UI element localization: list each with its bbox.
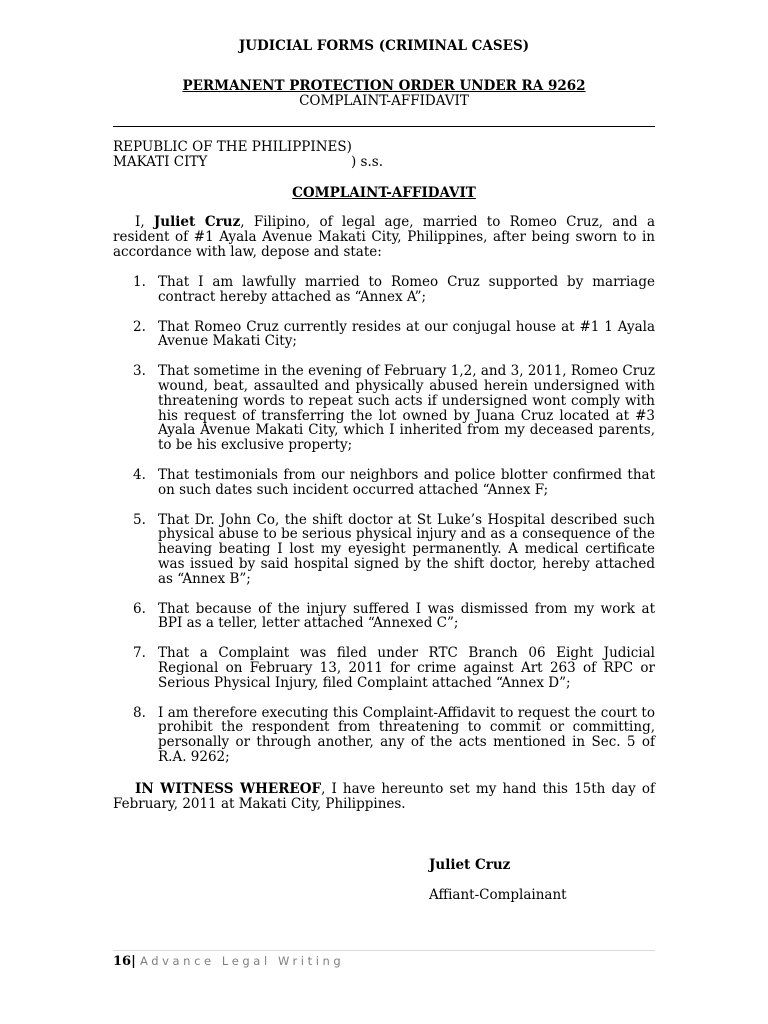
- affiant-name: Juliet Cruz: [153, 214, 241, 230]
- item-text: That a Complaint was filed under RTC Branch 06 Eight Judicial Regional on February 13, 2011 for crime against Art 263 of RPC or Serious Physical Injury, filed Complaint attached “Annex D”;: [158, 645, 655, 691]
- footer-separator: |: [131, 954, 136, 969]
- item-text: That testimonials from our neighbors and police blotter confirmed that on such dates such incident occurred attached “Annex F;: [158, 466, 655, 498]
- item-text: I am therefore executing this Complaint-Affidavit to request the court to prohibit the respondent from threatening to commit or committing, personally or through another, any of the acts mentioned in Sec. 5 of R.A. 9262;: [158, 704, 655, 765]
- witness-rest: , I have hereunto set my hand this 15th day of February, 2011 at Makati City, Philippines.: [113, 781, 656, 812]
- list-item: [113, 513, 655, 587]
- signatory-name: Juliet Cruz: [429, 857, 511, 873]
- list-item: [113, 602, 655, 632]
- item-number: 4.: [133, 466, 146, 483]
- list-item: [113, 646, 655, 690]
- venue-ss: ) s.s.: [351, 154, 383, 170]
- item-text: That I am lawfully married to Romeo Cruz supported by marriage contract hereby attached as “Annex A”;: [158, 274, 655, 305]
- list-item: [113, 468, 655, 498]
- allegations-list: [113, 275, 655, 765]
- intro-rest: , Filipino, of legal age, married to Romeo Cruz, and a resident of #1 Ayala Avenue Makati City, Philippines, after being sworn to in accordance with law, depose and state:: [113, 214, 656, 260]
- list-item: [113, 320, 655, 350]
- intro-prefix: I,: [135, 214, 154, 230]
- item-text: That Romeo Cruz currently resides at our conjugal house at #1 1 Ayala Avenue Makati City;: [158, 318, 655, 350]
- header-divider: [113, 126, 655, 127]
- item-number: 2.: [133, 318, 146, 335]
- page-footer: [113, 954, 344, 969]
- page-number: 16: [113, 954, 132, 969]
- item-number: 5.: [133, 511, 146, 528]
- venue-line-1: REPUBLIC OF THE PHILIPPINES): [113, 139, 352, 155]
- witness-paragraph: [113, 782, 655, 812]
- item-number: 3.: [133, 363, 146, 380]
- item-text: That because of the injury suffered I was dismissed from my work at BPI as a teller, letter attached “Annexed C”;: [158, 600, 655, 632]
- form-subtitle: COMPLAINT-AFFIDAVIT: [299, 93, 469, 109]
- witness-lead: IN WITNESS WHEREOF: [135, 781, 322, 797]
- item-number: 1.: [133, 274, 146, 290]
- intro-paragraph: [113, 215, 655, 259]
- venue-block: [113, 139, 383, 170]
- footer-book-title: Advance Legal Writing: [139, 954, 345, 968]
- item-number: 8.: [133, 704, 146, 721]
- list-item: [113, 706, 655, 765]
- venue-line-2: MAKATI CITY: [113, 154, 208, 170]
- section-heading: JUDICIAL FORMS (CRIMINAL CASES): [238, 38, 530, 54]
- item-number: 7.: [133, 645, 146, 662]
- item-text: That sometime in the evening of February 1,2, and 3, 2011, Romeo Cruz wound, beat, assaulted and physically abused herein undersigned with threatening words to repeat such acts if undersigned wont comply with his request of transferring the lot owned by Juana Cruz located at #3 Ayala Avenue Makati City, which I inherited from my deceased parents, to be his exclusive property;: [158, 363, 655, 454]
- item-text: That Dr. John Co, the shift doctor at St Luke’s Hospital described such physical abuse to be serious physical injury and as a consequence of the heaving beating I lost my eyesight permanently. A medical certificate was issued by said hospital signed by the shift doctor, hereby attached as “Annex B”;: [158, 511, 655, 587]
- signatory-title: Affiant-Complainant: [429, 887, 567, 903]
- list-item: [113, 275, 655, 305]
- document-title: COMPLAINT-AFFIDAVIT: [292, 185, 476, 201]
- item-number: 6.: [133, 600, 146, 617]
- form-title: PERMANENT PROTECTION ORDER UNDER RA 9262: [182, 78, 586, 94]
- list-item: [113, 364, 655, 453]
- footer-divider: [113, 950, 655, 951]
